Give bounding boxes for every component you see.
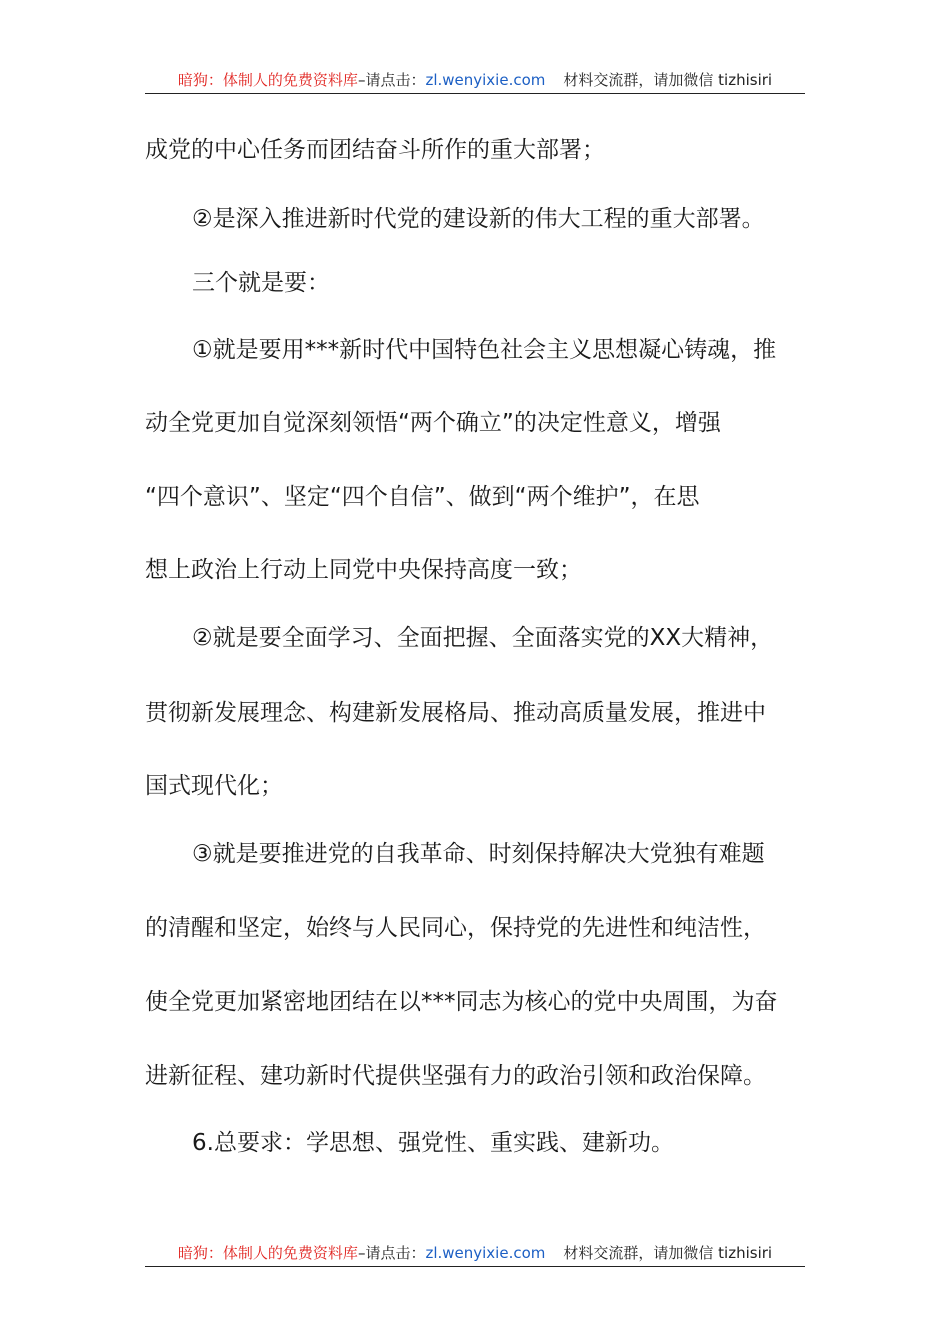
- body-line-13: 使全党更加紧密地团结在以***同志为核心的党中央周围，为奋: [145, 989, 778, 1015]
- body-line-7: 想上政治上行动上同党中央保持高度一致；: [145, 557, 582, 583]
- body-line-10: 国式现代化；: [145, 773, 283, 799]
- body-line-1: 成党的中心任务而团结奋斗所作的重大部署；: [145, 137, 605, 163]
- body-line-11: ③就是要推进党的自我革命、时刻保持解决大党独有难题: [192, 841, 765, 867]
- header-click-prompt: –请点击：: [357, 71, 426, 89]
- page-footer: [145, 1243, 805, 1267]
- body-line-4: ①就是要用***新时代中国特色社会主义思想凝心铸魂，推: [192, 337, 777, 363]
- body-line-9: 贯彻新发展理念、构建新发展格局、推动高质量发展，推进中: [145, 700, 766, 726]
- body-line-8: ②就是要全面学习、全面把握、全面落实党的XX大精神，: [192, 625, 774, 651]
- body-line-15: 6.总要求：学思想、强党性、重实践、建新功。: [192, 1130, 674, 1156]
- body-line-6: “四个意识”、坚定“四个自信”、做到“两个维护”，在思: [145, 484, 700, 510]
- header-brand: 暗狗：体制人的免费资料库: [177, 71, 358, 89]
- footer-brand: 暗狗：体制人的免费资料库: [177, 1244, 358, 1262]
- page-header: [145, 70, 805, 94]
- footer-click-prompt: –请点击：: [357, 1244, 426, 1262]
- footer-wechat-note: 材料交流群，请加微信 tizhisiri: [563, 1244, 773, 1262]
- body-line-5: 动全党更加自觉深刻领悟“两个确立”的决定性意义，增强: [145, 410, 721, 436]
- header-url-link[interactable]: zl.wenyixie.com: [425, 71, 546, 89]
- body-line-2: ②是深入推进新时代党的建设新的伟大工程的重大部署。: [192, 206, 765, 232]
- header-wechat-note: 材料交流群，请加微信 tizhisiri: [563, 71, 773, 89]
- body-line-12: 的清醒和坚定，始终与人民同心，保持党的先进性和纯洁性，: [145, 915, 766, 941]
- footer-url-link[interactable]: zl.wenyixie.com: [425, 1244, 546, 1262]
- body-line-14: 进新征程、建功新时代提供坚强有力的政治引领和政治保障。: [145, 1063, 766, 1089]
- body-line-3: 三个就是要：: [192, 270, 330, 296]
